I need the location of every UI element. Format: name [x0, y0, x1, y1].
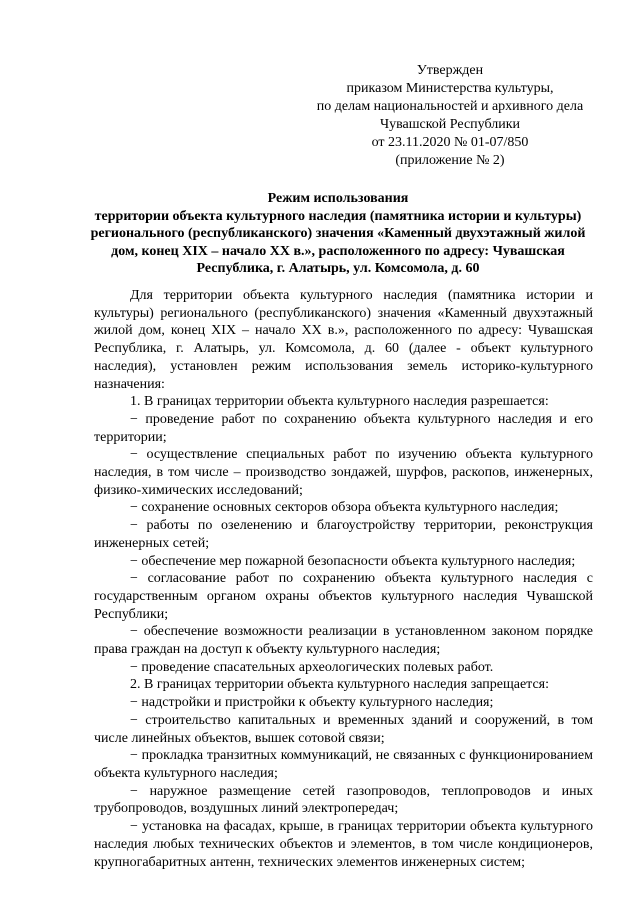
list-item: − обеспечение мер пожарной безопасности объекта культурного наследия;: [130, 553, 576, 569]
approval-line: (приложение № 2): [395, 153, 505, 168]
list-item: − наружное размещение сетей газопроводов, теплопроводов и иных трубопроводов, воздушных линий электропередач;: [94, 783, 593, 817]
document-body: [94, 287, 593, 871]
approval-line: по делам национальностей и архивного дела: [316, 99, 584, 114]
list-item: − обеспечение возможности реализации в установленном законом порядке права граждан на доступ к объекту культурного наследия;: [94, 624, 593, 658]
approval-line: Утвержден: [416, 63, 484, 78]
title-line: Режим использования: [267, 191, 409, 206]
approval-line: от 23.11.2020 № 01-07/850: [371, 135, 529, 150]
list-item: − сохранение основных секторов обзора объекта культурного наследия;: [130, 500, 559, 516]
list-item: − проведение спасательных археологических полевых работ.: [130, 659, 494, 675]
list-item: − согласование работ по сохранению объекта культурного наследия с государственным органом охраны объектов культурного наследия Чувашской Республики;: [94, 571, 593, 622]
list-item: − установка на фасадах, крыше, в границах территории объекта культурного наследия любых технических объектов и элементов, в том числе кондиционеров, крупногабаритных антенн, технических элементов инженерных систем;: [94, 819, 593, 870]
list-item: − прокладка транзитных коммуникаций, не связанных с функционированием объекта культурного наследия;: [94, 748, 593, 781]
title-line: регионального (республиканского) значения «Каменный двухэтажный жилой: [90, 226, 586, 241]
list-item: − работы по озеленению и благоустройству территории, реконструкция инженерных сетей;: [94, 518, 593, 551]
list-item: − осуществление специальных работ по изучению объекта культурного наследия, в том числе – производство зондажей, шурфов, раскопов, инженерных, физико-химических исследований;: [94, 447, 593, 498]
title-line: дом, конец XIX – начало XX в.», расположенного по адресу: Чувашская: [111, 243, 565, 259]
document-title: [78, 190, 598, 278]
list-item: − надстройки и пристройки к объекту культурного наследия;: [130, 695, 494, 711]
list-item: − строительство капитальных и временных зданий и сооружений, в том числе линейных объектов, вышек сотовой связи;: [94, 712, 593, 746]
approval-line: Чувашской Республики: [379, 117, 521, 132]
section-heading: 2. В границах территории объекта культурного наследия запрещается:: [130, 677, 550, 693]
approval-stamp: [300, 62, 600, 170]
body-paragraph: Для территории объекта культурного наследия (памятника истории и культуры) регионального (республиканского) значения «Каменный двухэтажный жилой дом, конец XIX – начало XX в.», расположенного по адресу: Чувашская Республика, г. Алатырь, ул. Комсомола, д. 60 (далее - объект культурного наследия), установлен режим использования земель историко-культурного назначения:: [94, 288, 593, 392]
approval-line: приказом Министерства культуры,: [346, 81, 554, 96]
section-heading: 1. В границах территории объекта культурного наследия разрешается:: [130, 394, 549, 410]
title-line: Республика, г. Алатырь, ул. Комсомола, д. 60: [196, 261, 480, 276]
title-line: территории объекта культурного наследия (памятника истории и культуры): [94, 208, 582, 224]
list-item: − проведение работ по сохранению объекта культурного наследия и его территории;: [94, 411, 593, 445]
